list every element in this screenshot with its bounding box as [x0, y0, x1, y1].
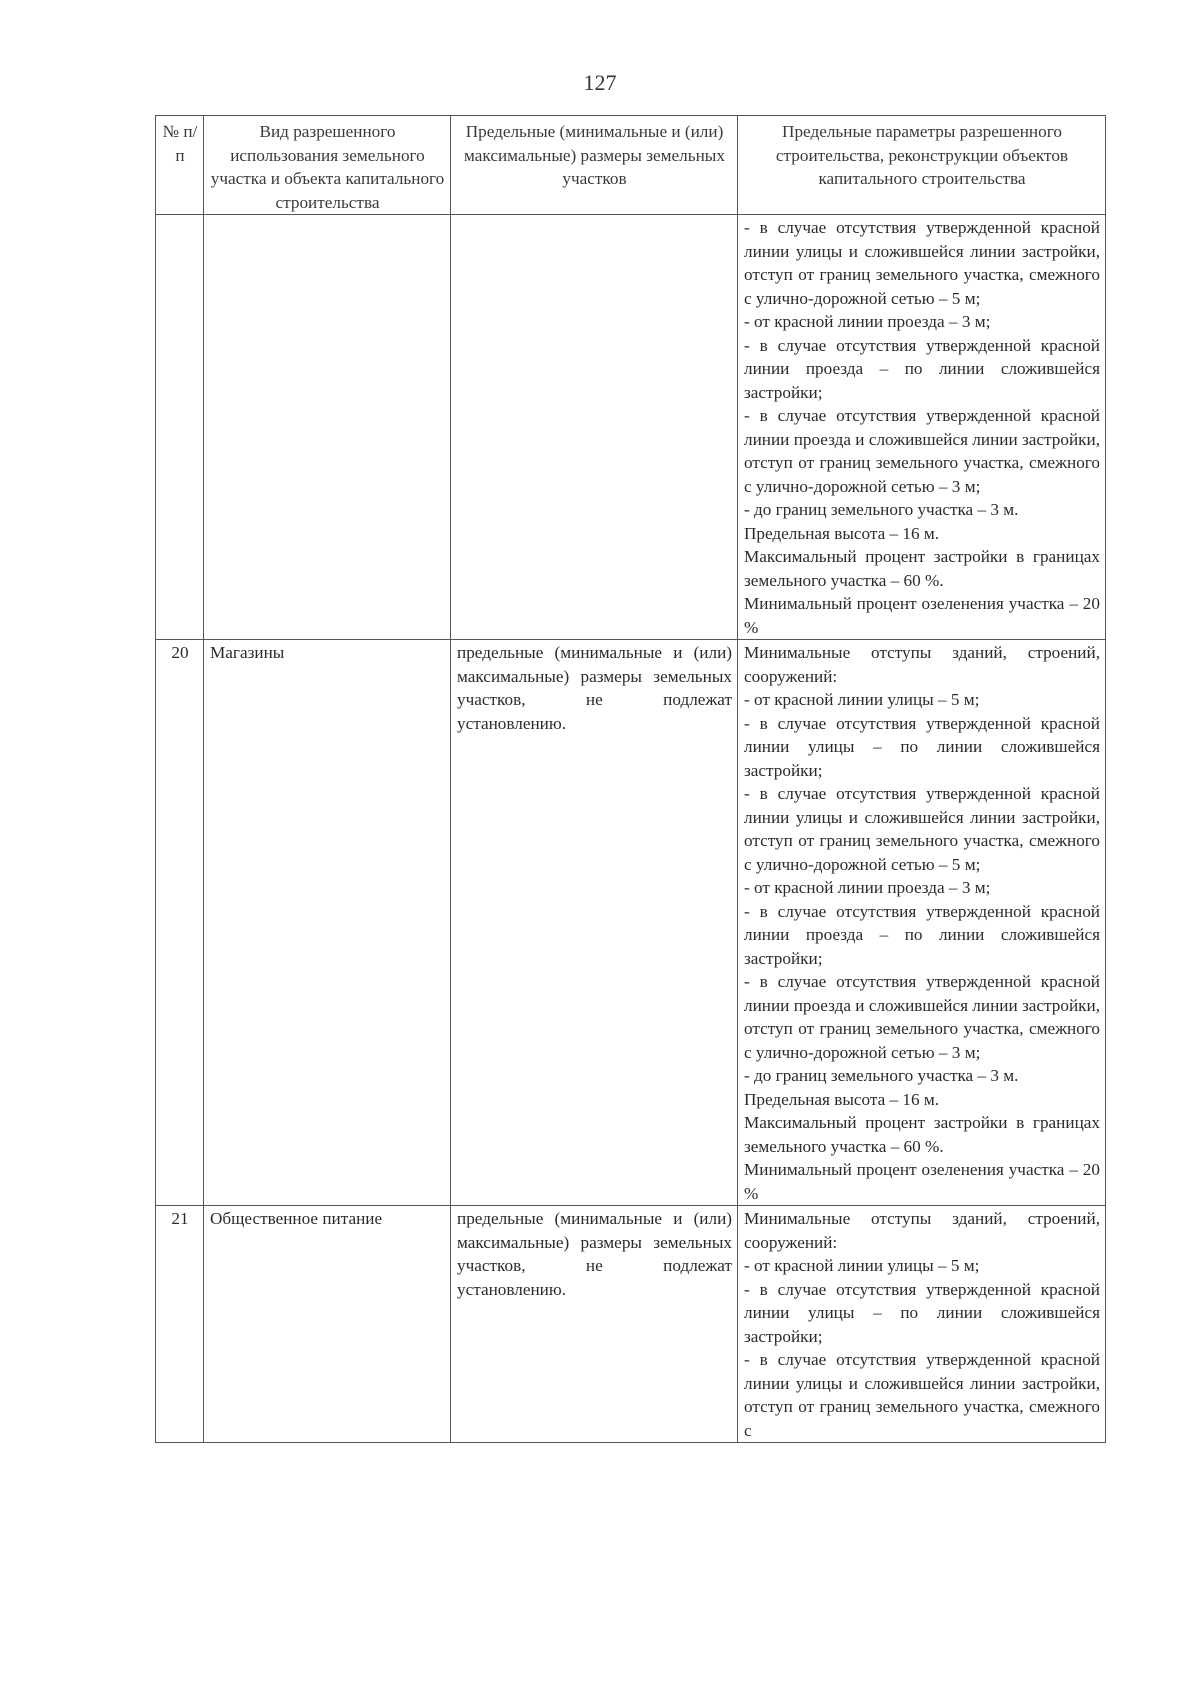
params-line: - до границ земельного участка – 3 м.	[744, 1066, 1019, 1085]
params-line: Максимальный процент застройки в границах земельного участка – 60 %.	[744, 547, 1100, 590]
params-line: Минимальный процент озеленения участка – 20 %	[744, 1160, 1100, 1203]
plot-size-cell: предельные (минимальные и (или) максимальные) размеры земельных участков, не подлежат установлению.	[451, 1206, 738, 1443]
params-cell	[738, 1206, 1106, 1443]
regulations-table	[155, 115, 1106, 1443]
params-cell	[738, 640, 1106, 1206]
params-line: - в случае отсутствия утвержденной красной линии проезда и сложившейся линии застройки, отступ от границ земельного участка, смежного с улично-дорожной сетью – 3 м;	[744, 972, 1100, 1062]
params-line: - в случае отсутствия утвержденной красной линии проезда – по линии сложившейся застройки;	[744, 335, 1100, 402]
params-line: - в случае отсутствия утвержденной красной линии улицы и сложившейся линии застройки, отступ от границ земельного участка, смежного с улично-дорожной сетью – 5 м;	[744, 218, 1100, 308]
table-row	[156, 1206, 1106, 1443]
params-line: - от красной линии проезда – 3 м;	[744, 878, 991, 897]
params-line: - в случае отсутствия утвержденной красной линии улицы – по линии сложившейся застройки;	[744, 713, 1100, 780]
header-num: № п/п	[156, 116, 204, 215]
plot-size-cell	[451, 215, 738, 640]
params-line: Максимальный процент застройки в границах земельного участка – 60 %.	[744, 1113, 1100, 1156]
row-number	[156, 215, 204, 640]
table-row	[156, 215, 1106, 640]
table-header-row	[156, 116, 1106, 215]
params-line: - до границ земельного участка – 3 м.	[744, 500, 1019, 519]
params-line: - от красной линии проезда – 3 м;	[744, 312, 991, 331]
params-line: - в случае отсутствия утвержденной красной линии улицы и сложившейся линии застройки, отступ от границ земельного участка, смежного с улично-дорожной сетью – 5 м;	[744, 784, 1100, 874]
header-params: Предельные параметры разрешенного строительства, реконструкции объектов капитального строительства	[738, 116, 1106, 215]
row-number: 20	[156, 640, 204, 1206]
params-cell	[738, 215, 1106, 640]
use-type-cell	[204, 215, 451, 640]
row-number: 21	[156, 1206, 204, 1443]
params-line: - в случае отсутствия утвержденной красной линии проезда – по линии сложившейся застройки;	[744, 901, 1100, 968]
page-number: 127	[583, 70, 617, 95]
params-line: - в случае отсутствия утвержденной красной линии улицы – по линии сложившейся застройки;	[744, 1279, 1100, 1346]
params-line: Предельная высота – 16 м.	[744, 523, 940, 543]
params-line: Минимальный процент озеленения участка – 20 %	[744, 594, 1100, 637]
params-line: - в случае отсутствия утвержденной красной линии улицы и сложившейся линии застройки, отступ от границ земельного участка, смежного с	[744, 1350, 1100, 1440]
use-type-cell: Общественное питание	[204, 1206, 451, 1443]
table-row	[156, 640, 1106, 1206]
params-line: - от красной линии улицы – 5 м;	[744, 1256, 980, 1275]
params-line: Минимальные отступы зданий, строений, сооружений:	[744, 643, 1100, 686]
plot-size-cell: предельные (минимальные и (или) максимальные) размеры земельных участков, не подлежат установлению.	[451, 640, 738, 1206]
use-type-cell: Магазины	[204, 640, 451, 1206]
params-line: - от красной линии улицы – 5 м;	[744, 690, 980, 709]
params-line: Предельная высота – 16 м.	[744, 1089, 940, 1109]
params-line: - в случае отсутствия утвержденной красной линии проезда и сложившейся линии застройки, отступ от границ земельного участка, смежного с улично-дорожной сетью – 3 м;	[744, 406, 1100, 496]
header-plot-size: Предельные (минимальные и (или) максимальные) размеры земельных участков	[451, 116, 738, 215]
params-line: Минимальные отступы зданий, строений, сооружений:	[744, 1209, 1100, 1252]
header-use-type: Вид разрешенного использования земельного участка и объекта капитального строительства	[204, 116, 451, 215]
